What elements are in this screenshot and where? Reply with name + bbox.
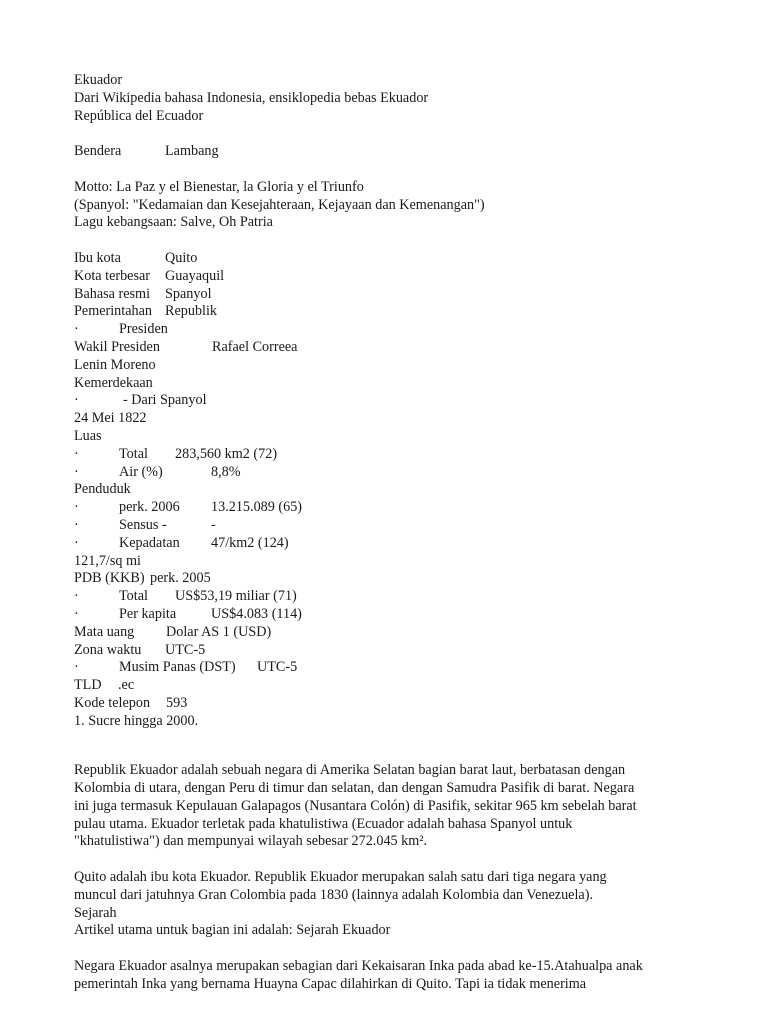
flag-emblem-row: [74, 143, 704, 161]
area-label: Luas: [74, 427, 102, 444]
gdp-value: perk. 2005: [150, 570, 211, 587]
gdp-row: [74, 570, 704, 588]
flag-label: Bendera: [74, 143, 122, 160]
language-row: [74, 286, 704, 304]
tld-value: .ec: [118, 677, 135, 694]
independence-date: 24 Mei 1822: [74, 410, 147, 427]
paragraph-line: pemerintah Inka yang bernama Huayna Capac dilahirkan di Quito. Tapi ia tidak menerima: [74, 975, 587, 992]
vice-president-value: Rafael Correea: [212, 338, 298, 355]
population-estimate-label: perk. 2006: [119, 499, 180, 516]
article-title: Ekuador: [74, 72, 123, 88]
bullet-mark: ·: [74, 516, 79, 533]
phone-code-row: [74, 695, 704, 713]
independence-label: Kemerdekaan: [74, 374, 153, 391]
gdp-label: PDB (KKB): [74, 570, 145, 587]
timezone-row: [74, 642, 704, 660]
dst-row: [74, 659, 704, 677]
paragraph-line: pulau utama. Ekuador terletak pada khatulistiwa (Ecuador adalah bahasa Spanyol untuk: [74, 815, 573, 832]
paragraph-intro: [74, 762, 704, 851]
government-row: [74, 303, 704, 321]
bullet-mark: ·: [74, 463, 79, 480]
capital-value: Quito: [165, 249, 198, 266]
paragraph-line: "khatulistiwa") dan mempunyai wilayah sebesar 272.045 km².: [74, 833, 428, 850]
bullet-mark: ·: [74, 605, 79, 622]
capital-row: [74, 250, 704, 268]
population-density-value: 47/km2 (124): [211, 534, 289, 551]
bullet-mark: ·: [74, 445, 79, 462]
gdp-total-value: US$53,19 miliar (71): [175, 588, 297, 605]
dst-label: Musim Panas (DST): [119, 659, 236, 676]
independence-from-row: [74, 392, 704, 410]
paragraph-capital: [74, 869, 704, 905]
tld-row: [74, 677, 704, 695]
president-label: Presiden: [119, 321, 168, 338]
independence-from: - Dari Spanyol: [123, 392, 207, 409]
language-value: Spanyol: [165, 285, 212, 302]
gdp-total-row: [74, 588, 704, 606]
motto-line: Motto: La Paz y el Bienestar, la Gloria y el Triunfo: [74, 178, 364, 195]
gdp-per-capita-value: US$4.083 (114): [211, 605, 302, 622]
language-label: Bahasa resmi: [74, 285, 151, 302]
currency-row: [74, 624, 704, 642]
currency-value: Dolar AS 1 (USD): [166, 623, 272, 640]
gdp-per-capita-label: Per kapita: [119, 605, 177, 622]
area-total-label: Total: [119, 445, 148, 462]
motto-translation: (Spanyol: "Kedamaian dan Kesejahteraan, Kejayaan dan Kemenangan"): [74, 196, 485, 213]
population-density-mi: 121,7/sq mi: [74, 552, 142, 569]
vice-president-label: Wakil Presiden: [74, 338, 160, 355]
capital-label: Ibu kota: [74, 249, 121, 266]
bullet-mark: ·: [74, 659, 79, 676]
population-label: Penduduk: [74, 481, 131, 498]
timezone-value: UTC-5: [165, 641, 206, 658]
footnote: 1. Sucre hingga 2000.: [74, 712, 199, 729]
gdp-total-label: Total: [119, 588, 148, 605]
largest-city-label: Kota terbesar: [74, 267, 151, 284]
bullet-mark: ·: [74, 534, 79, 551]
paragraph-line: ini juga termasuk Kepulauan Galapagos (Nusantara Colón) di Pasifik, sekitar 965 km sebelah barat: [74, 797, 637, 814]
area-total-row: [74, 446, 704, 464]
currency-label: Mata uang: [74, 623, 135, 640]
area-water-row: [74, 464, 704, 482]
paragraph-history: [74, 958, 704, 994]
article-source: Dari Wikipedia bahasa Indonesia, ensiklopedia bebas Ekuador: [74, 89, 429, 106]
phone-code-value: 593: [166, 694, 188, 711]
area-total-value: 283,560 km2 (72): [175, 445, 278, 462]
population-census-value: -: [211, 516, 216, 533]
gdp-per-capita-row: [74, 606, 704, 624]
paragraph-line: Negara Ekuador asalnya merupakan sebagian dari Kekaisaran Inka pada abad ke-15.Atahualpa anak: [74, 958, 643, 975]
population-estimate-row: [74, 499, 704, 517]
population-density-row: [74, 535, 704, 553]
section-heading-history: Sejarah: [74, 904, 117, 921]
government-label: Pemerintahan: [74, 303, 153, 320]
bullet-mark: ·: [74, 588, 79, 605]
phone-code-label: Kode telepon: [74, 694, 151, 711]
largest-city-value: Guayaquil: [165, 267, 225, 284]
population-census-label: Sensus -: [119, 516, 167, 533]
bullet-mark: ·: [74, 321, 79, 338]
area-water-value: 8,8%: [211, 463, 241, 480]
tld-label: TLD: [74, 677, 102, 694]
dst-value: UTC-5: [257, 659, 298, 676]
vice-president-name: Lenin Moreno: [74, 356, 156, 373]
paragraph-line: Quito adalah ibu kota Ekuador. Republik Ekuador merupakan salah satu dari tiga negara yang: [74, 869, 607, 886]
area-water-label: Air (%): [119, 463, 163, 480]
paragraph-line: muncul dari jatuhnya Gran Colombia pada 1830 (lainnya adalah Kolombia dan Venezuela).: [74, 886, 593, 903]
main-article-note: Artikel utama untuk bagian ini adalah: Sejarah Ekuador: [74, 922, 391, 939]
official-name: República del Ecuador: [74, 107, 204, 124]
paragraph-line: Kolombia di utara, dengan Peru di timur dan selatan, dan dengan Samudra Pasifik di barat. Negara: [74, 780, 635, 797]
timezone-label: Zona waktu: [74, 641, 142, 658]
president-row: [74, 321, 704, 339]
government-value: Republik: [165, 303, 218, 320]
bullet-mark: ·: [74, 392, 79, 409]
paragraph-line: Republik Ekuador adalah sebuah negara di Amerika Selatan bagian barat laut, berbatasan dengan: [74, 762, 626, 779]
vice-president-row: [74, 339, 704, 357]
largest-city-row: [74, 268, 704, 286]
emblem-label: Lambang: [165, 143, 219, 160]
population-density-label: Kepadatan: [119, 534, 180, 551]
bullet-mark: ·: [74, 499, 79, 516]
anthem-line: Lagu kebangsaan: Salve, Oh Patria: [74, 214, 273, 231]
population-estimate-value: 13.215.089 (65): [211, 499, 303, 516]
population-census-row: [74, 517, 704, 535]
